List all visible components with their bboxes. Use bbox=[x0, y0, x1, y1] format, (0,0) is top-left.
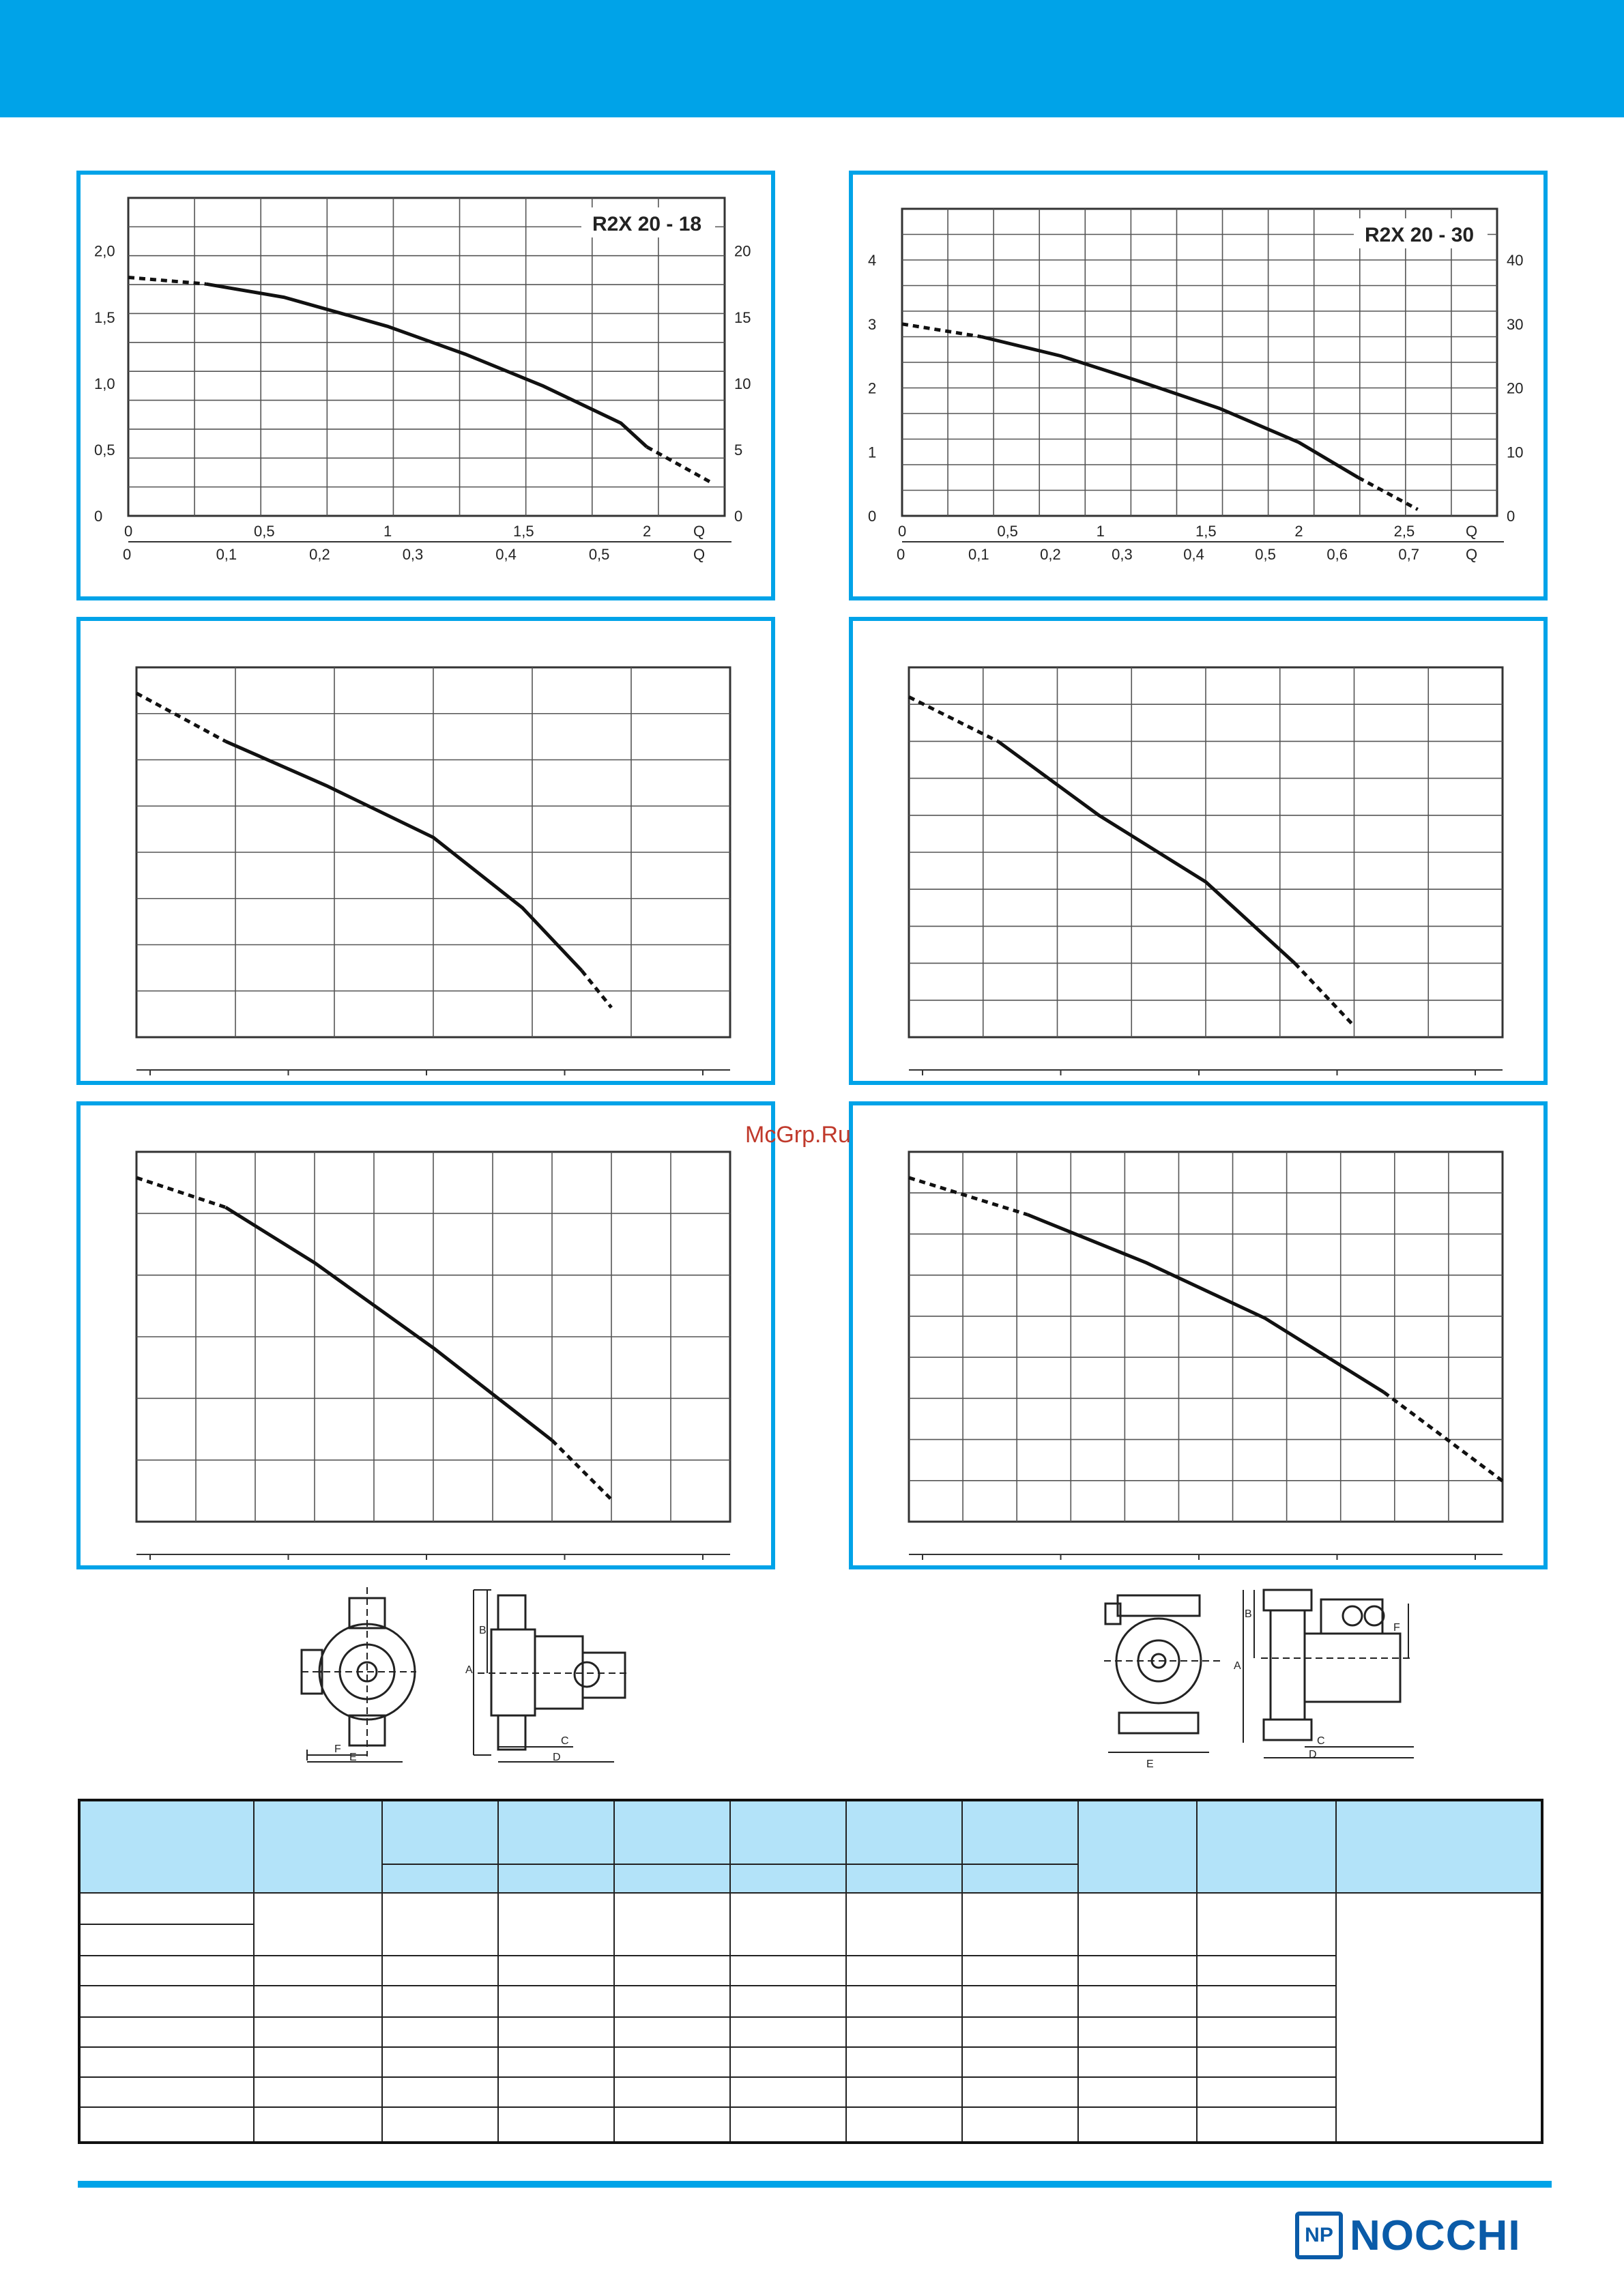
chart-3 bbox=[81, 621, 771, 1081]
left-tick-label: 1,5 bbox=[94, 308, 115, 326]
chart-4 bbox=[853, 621, 1543, 1081]
dim-label-e-right: E bbox=[1146, 1758, 1154, 1767]
dim-label-d: D bbox=[553, 1752, 561, 1763]
dim-label-e: E bbox=[349, 1752, 357, 1763]
chart-panel-6 bbox=[849, 1101, 1548, 1569]
x-tick-label-b: 0,3 bbox=[402, 546, 424, 563]
curve-dashed-end bbox=[1295, 963, 1354, 1026]
curve-dashed-end bbox=[1359, 478, 1418, 510]
right-tick-label: 40 bbox=[1507, 252, 1524, 269]
chart-panel-r2x-20-30 bbox=[849, 171, 1548, 600]
x-tick-label-a: 2 bbox=[643, 523, 652, 540]
curve-dashed-start bbox=[902, 324, 981, 337]
x-tick-label-b: 0,1 bbox=[216, 546, 237, 563]
x-axis-label-b: Q bbox=[1466, 546, 1478, 563]
chart-title: R2X 20 - 18 bbox=[592, 213, 702, 235]
chart-panel-5 bbox=[76, 1101, 775, 1569]
x-tick-label-a: 0,5 bbox=[997, 523, 1018, 540]
curve-solid bbox=[226, 741, 582, 970]
left-tick-label: 2 bbox=[868, 379, 877, 397]
spec-header-col bbox=[81, 1801, 244, 1893]
x-tick-label-b: 0,2 bbox=[1040, 546, 1061, 563]
x-tick-label-a: 0 bbox=[898, 523, 907, 540]
left-tick-label: 1 bbox=[868, 444, 877, 461]
chart-6 bbox=[853, 1105, 1543, 1565]
plot-area bbox=[136, 667, 730, 1075]
x-tick-label-b: 0,5 bbox=[588, 546, 610, 563]
x-axis-label-b: Q bbox=[693, 546, 706, 563]
watermark: McGrp.Ru bbox=[745, 1122, 851, 1148]
right-tick-label: 10 bbox=[734, 375, 751, 392]
chart-panel-r2x-20-18 bbox=[76, 171, 775, 600]
right-tick-label: 20 bbox=[1507, 379, 1524, 397]
plot-area bbox=[136, 1152, 730, 1560]
x-tick-label-a: 2 bbox=[1294, 523, 1303, 540]
left-tick-label: 4 bbox=[868, 252, 877, 269]
dim-label-a-right: A bbox=[1234, 1660, 1241, 1672]
plot-area bbox=[909, 667, 1503, 1075]
x-tick-label-b: 0,4 bbox=[1183, 546, 1204, 563]
chart-r2x-20-30 bbox=[853, 175, 1543, 596]
pump-drawing-right bbox=[1100, 1576, 1427, 1767]
chart-r2x-20-18 bbox=[81, 175, 771, 596]
curve-solid bbox=[206, 284, 647, 447]
chart-panel-4 bbox=[849, 617, 1548, 1085]
nocchi-logo bbox=[1295, 2208, 1521, 2263]
left-tick-label: 0,5 bbox=[94, 441, 115, 459]
axis-labels bbox=[94, 207, 751, 563]
bottom-rule bbox=[78, 2181, 1552, 2188]
dim-label-b-right: B bbox=[1245, 1608, 1252, 1620]
chart-panel-3 bbox=[76, 617, 775, 1085]
x-tick-label-b: 0,1 bbox=[968, 546, 989, 563]
x-axis-label-a: Q bbox=[1466, 523, 1478, 540]
x-tick-label-b: 0 bbox=[897, 546, 905, 563]
x-axis-label-a: Q bbox=[693, 523, 706, 540]
plot-area bbox=[128, 198, 725, 516]
left-tick-label: 1,0 bbox=[94, 375, 115, 392]
curve-solid bbox=[226, 1207, 553, 1440]
right-tick-label: 30 bbox=[1507, 315, 1524, 333]
right-tick-label: 0 bbox=[1507, 508, 1516, 525]
chart-title: R2X 20 - 30 bbox=[1365, 224, 1475, 246]
right-tick-label: 0 bbox=[734, 508, 743, 525]
curve-dashed-start bbox=[136, 693, 226, 742]
curve-dashed-start bbox=[909, 697, 998, 741]
curve-dashed-start bbox=[136, 1178, 226, 1207]
x-tick-label-b: 0,2 bbox=[309, 546, 330, 563]
dim-label-a: A bbox=[465, 1664, 473, 1676]
dim-label-c-right: C bbox=[1317, 1735, 1325, 1747]
x-tick-label-b: 0,4 bbox=[495, 546, 517, 563]
x-tick-label-b: 0,6 bbox=[1326, 546, 1348, 563]
x-tick-label-a: 1,5 bbox=[1195, 523, 1217, 540]
curve-dashed-end bbox=[1384, 1392, 1503, 1481]
curve-dashed-end bbox=[647, 447, 712, 483]
x-tick-label-a: 1 bbox=[1096, 523, 1105, 540]
axis-labels bbox=[868, 218, 1523, 563]
right-tick-label: 15 bbox=[734, 308, 751, 326]
logo-mark-text: NP bbox=[1305, 2224, 1333, 2246]
chart-5 bbox=[81, 1105, 771, 1565]
left-tick-label: 3 bbox=[868, 315, 877, 333]
top-banner bbox=[0, 0, 1624, 117]
x-tick-label-b: 0,3 bbox=[1112, 546, 1133, 563]
plot-frame bbox=[909, 1152, 1503, 1522]
x-tick-label-b: 0,5 bbox=[1255, 546, 1276, 563]
dim-label-f-right: F bbox=[1393, 1622, 1400, 1634]
curve-dashed-end bbox=[582, 970, 612, 1007]
spec-table bbox=[78, 1799, 1543, 2144]
curve-solid bbox=[1028, 1215, 1384, 1392]
left-tick-label: 0 bbox=[94, 508, 103, 525]
pump-drawing-left bbox=[287, 1582, 641, 1766]
right-tick-label: 5 bbox=[734, 441, 743, 459]
plot-area bbox=[909, 1152, 1503, 1560]
spec-table-grid bbox=[81, 1801, 1541, 2141]
dim-label-b: B bbox=[479, 1625, 487, 1636]
plot-frame bbox=[128, 198, 725, 516]
left-tick-label: 0 bbox=[868, 508, 877, 525]
dim-label-c: C bbox=[561, 1735, 569, 1747]
dim-label-f: F bbox=[334, 1743, 341, 1755]
curve-solid bbox=[981, 337, 1358, 478]
right-tick-label: 20 bbox=[734, 242, 751, 260]
spec-header-bg bbox=[81, 1801, 1541, 1893]
logo-mark bbox=[1295, 2212, 1343, 2259]
curve-dashed-end bbox=[552, 1440, 611, 1500]
plot-area bbox=[902, 209, 1497, 516]
dim-label-d-right: D bbox=[1309, 1749, 1317, 1760]
x-tick-label-a: 1 bbox=[383, 523, 392, 540]
right-tick-label: 10 bbox=[1507, 444, 1524, 461]
x-tick-label-a: 0,5 bbox=[254, 523, 275, 540]
x-tick-label-b: 0 bbox=[123, 546, 132, 563]
x-tick-label-a: 0 bbox=[124, 523, 133, 540]
x-tick-label-a: 2,5 bbox=[1393, 523, 1415, 540]
curve-dashed-start bbox=[909, 1178, 1028, 1215]
logo-text: NOCCHI bbox=[1350, 2212, 1521, 2259]
x-tick-label-b: 0,7 bbox=[1398, 546, 1420, 563]
x-tick-label-a: 1,5 bbox=[513, 523, 534, 540]
left-tick-label: 2,0 bbox=[94, 242, 115, 260]
